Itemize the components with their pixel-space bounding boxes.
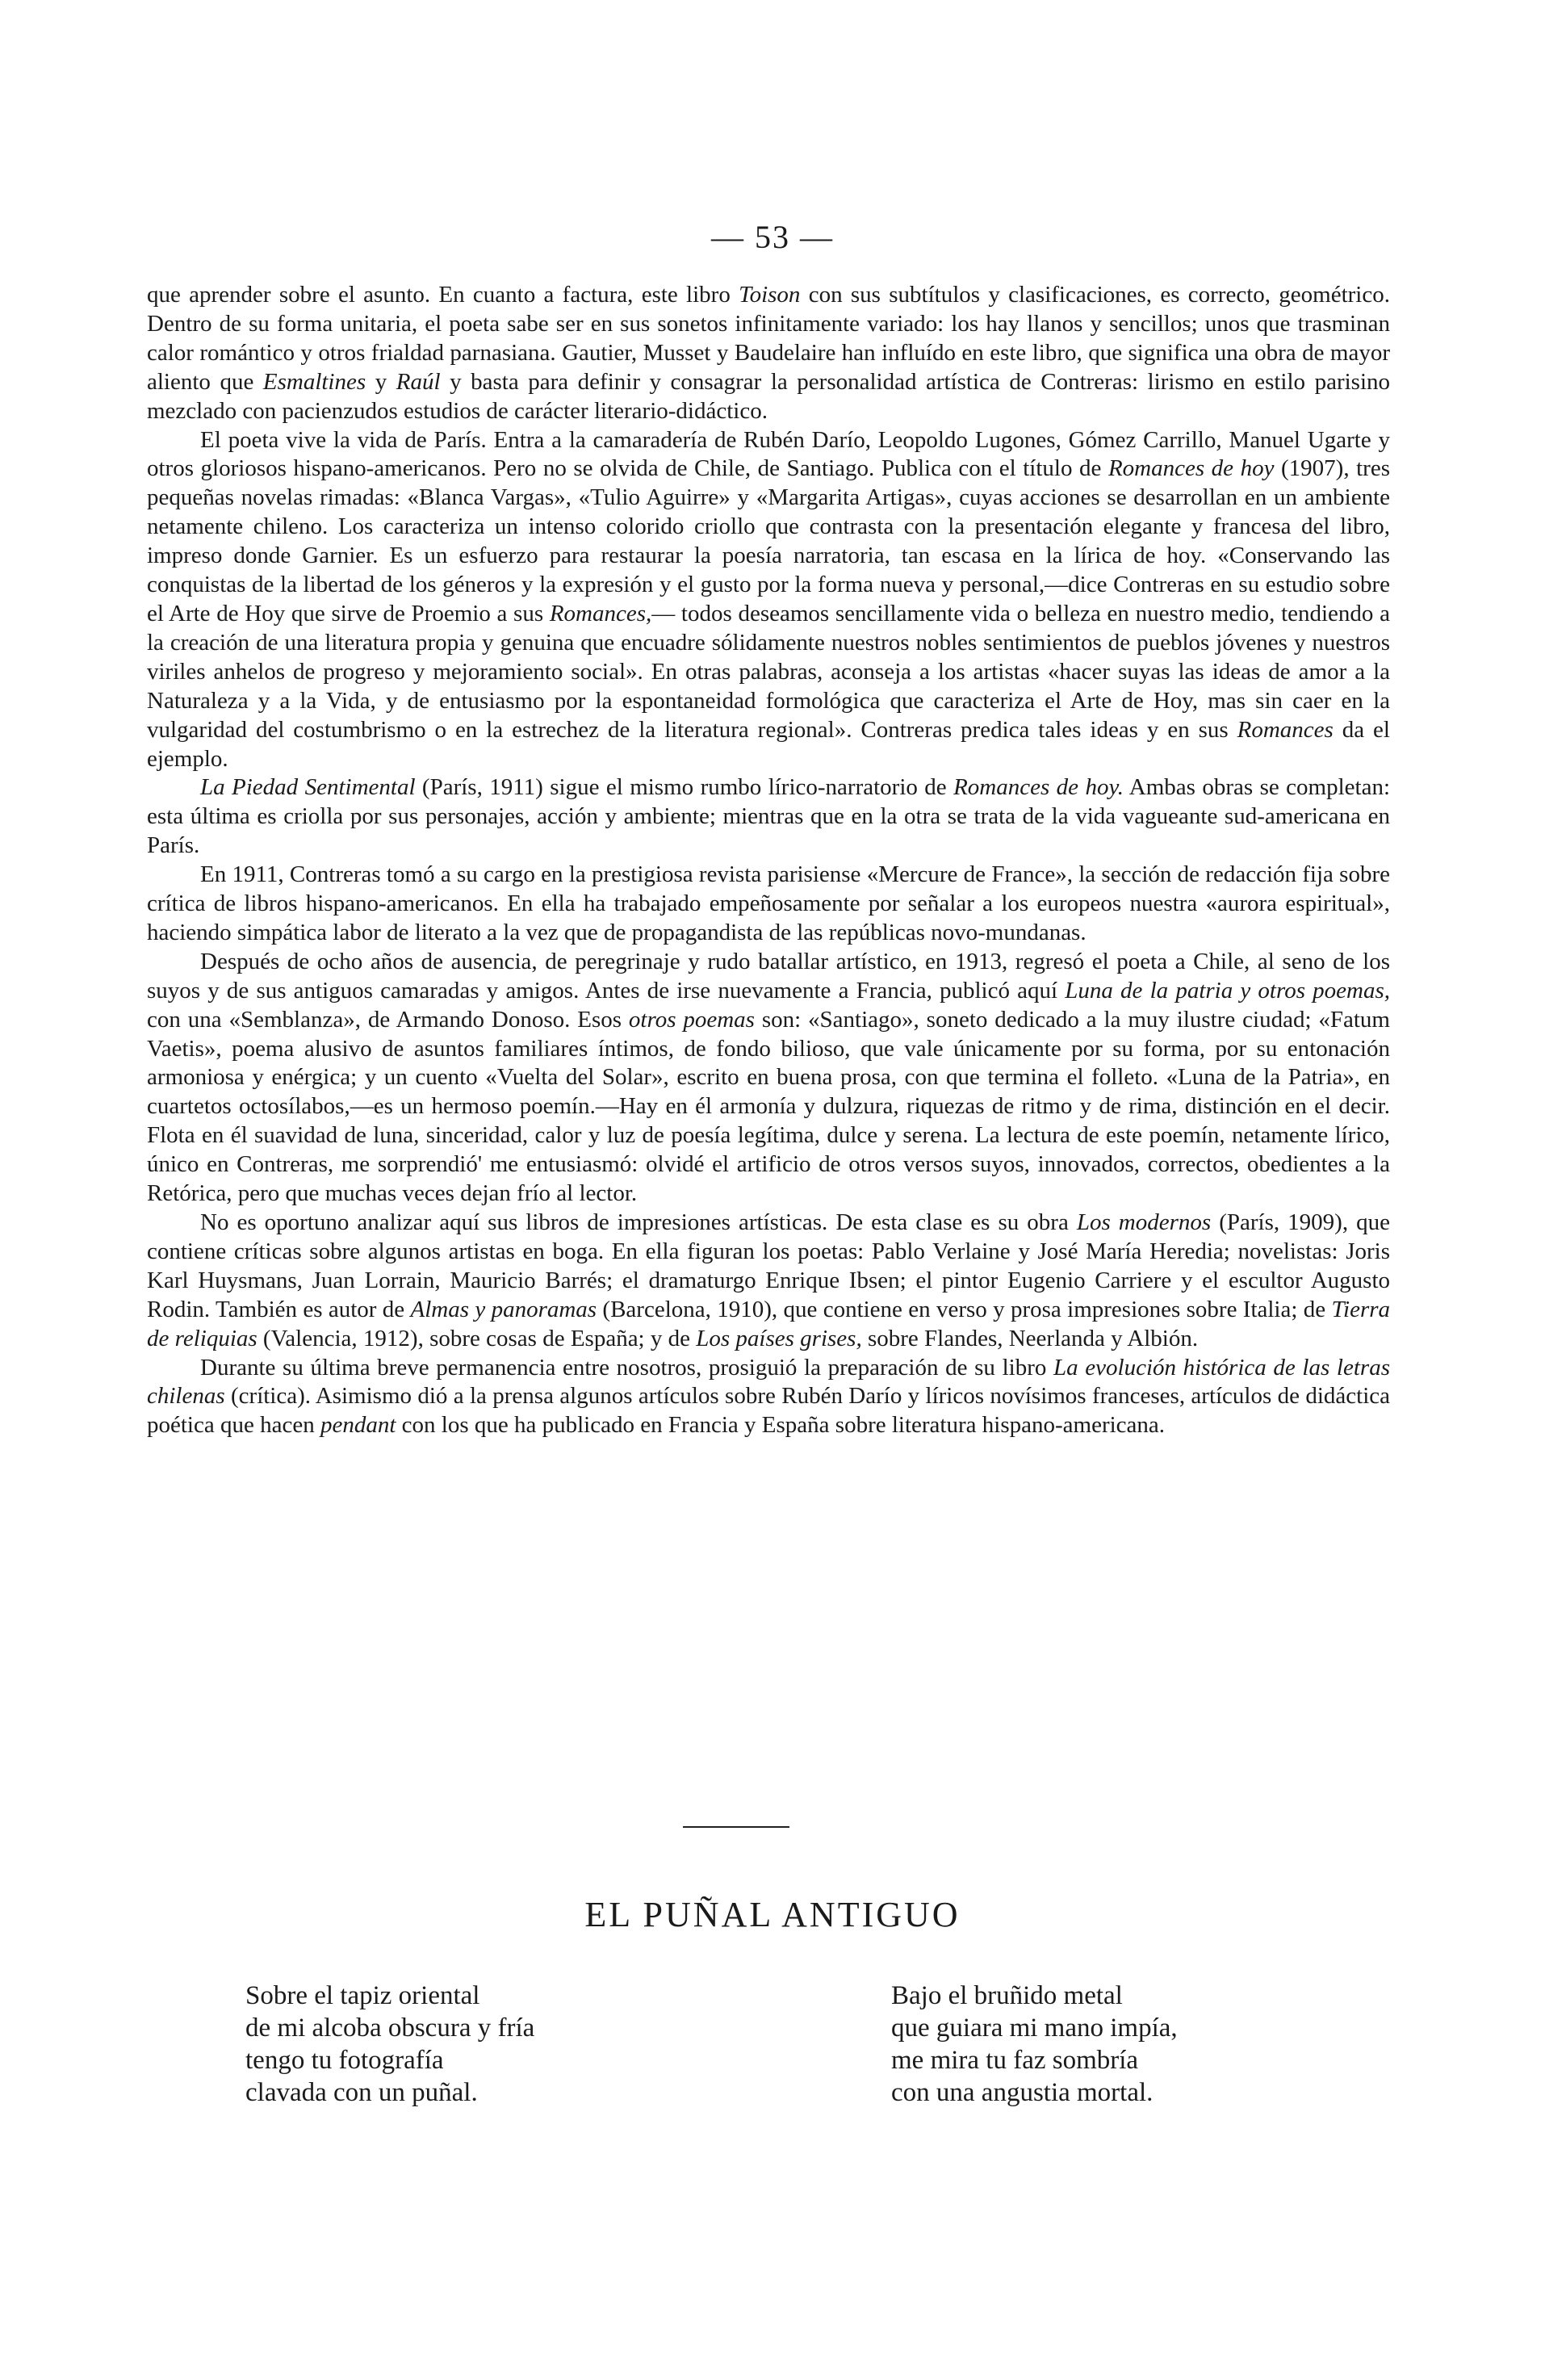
italic-run: pendant: [320, 1412, 396, 1439]
italic-run: Romances,: [549, 600, 652, 626]
paragraph: [147, 1209, 1390, 1354]
text-run: — todos deseamos sencillamente vida o belleza en nuestro medio, tendiendo a la creación de una literatura propia y genuina que encuadre sólidamente nuestros nobles sentimientos de pueblos jóvenes y nuestros viriles anhelos de progreso y mejoramiento social». En otras palabras, aconseja a los artistas «hacer suyas las ideas de amor a la Naturaleza y a la Vida, y de entusiasmo por la espontaneidad formológica que caracteriza el Arte de Hoy, mas sin caer en la vulgaridad del costumbrismo o en la estrechez de la literatura regional». Contreras predica tales ideas y en sus: [147, 600, 1390, 743]
italic-run: Romances de hoy.: [953, 774, 1124, 801]
text-run: Después de ocho años de ausencia, de peregrinaje y rudo batallar artístico, en 1913, regresó el poeta a Chile, al seno de los suyos y de sus antiguos camaradas y amigos. Antes de irse nuevamente a Francia, publicó aquí: [147, 948, 1390, 1004]
poem-stanza-left: [245, 1980, 534, 2109]
poem-title: EL PUÑAL ANTIGUO: [584, 1895, 961, 1934]
page-number: — 53 —: [711, 219, 834, 255]
text-run: que aprender sobre el asunto. En cuanto a factura, este libro: [147, 282, 739, 308]
poem-verse: me mira tu faz sombría: [891, 2046, 1139, 2075]
text-run: (Valencia, 1912), sobre cosas de España; y de: [257, 1325, 697, 1351]
paragraph: [147, 773, 1390, 861]
italic-run: Toison: [739, 282, 801, 308]
poem-verse: que guiara mi mano impía,: [891, 2013, 1178, 2043]
text-run: con sus subtítulos y clasificaciones, es correcto, geométrico. Dentro de su forma unitaria, el poeta sabe ser en sus sonetos infinitamente variado: los hay llanos y sencillos; unos que trasminan calor romántico y otros frialdad parnasiana. Gautier, Musset y Baudelaire han influído en este libro, que significa una obra de mayor aliento que: [147, 282, 1390, 395]
italic-run: Raúl: [396, 368, 441, 395]
text-run: (crítica). Asimismo dió a la prensa algunos artículos sobre Rubén Darío y líricos novísimos franceses, artículos de didáctica poética que hacen: [147, 1383, 1390, 1439]
text-run: son: «Santiago», soneto dedicado a la muy ilustre ciudad; «Fatum Vaetis», poema alusivo de asuntos familiares íntimos, de fondo bilioso, que vale únicamente por su forma, por su entonación armoniosa y enérgica; y un cuento «Vuelta del Solar», escrito en buena prosa, con que termina el folleto. «Luna de la Patria», en cuartetos octosílabos,—es un hermoso poemín.—Hay en él armonía y dulzura, riquezas de ritmo y de rima, distinción en el decir. Flota en él suavidad de luna, sinceridad, calor y luz de poesía legítima, dulce y serena. La lectura de este poemín, netamente lírico, único en Contreras, me sorprendió' me entusiasmó: olvidé el artificio de otros versos suyos, innovados, correctos, obedientes a la Retórica, pero que muchas veces dejan frío al lector.: [147, 1006, 1390, 1207]
text-run: Ambas obras se completan: esta última es criolla por sus personajes, acción y ambiente; mientras que en la otra se trata de la vida vagueante sud-americana en París.: [147, 774, 1390, 859]
text-run: No es oportuno analizar aquí sus libros de impresiones artísticas. De esta clase es su obra: [200, 1209, 1077, 1235]
text-run: da el ejemplo.: [147, 716, 1390, 772]
text-run: (1907), tres pequeñas novelas rimadas: «Blanca Vargas», «Tulio Aguirre» y «Margarita Artigas», cuyas acciones se desarrollan en un ambiente netamente chileno. Los caracteriza un intenso colorido criollo que contrasta con la presentación elegante y francesa del libro, impreso donde Garnier. Es un esfuerzo para restaurar la poesía narratoria, tan escasa en la lírica de hoy. «Conservando las conquistas de la libertad de los géneros y la expresión y el gusto por la forma nueva y personal,—dice Contreras en su estudio sobre el Arte de Hoy que sirve de Proemio a sus: [147, 455, 1390, 626]
text-run: En 1911, Contreras tomó a su cargo en la prestigiosa revista parisiense «Mercure de France», la sección de redacción fija sobre crítica de libros hispano-americanos. En ella ha trabajado empeñosamente por señalar a los europeos nuestra «aurora espiritual», haciendo simpática labor de literato a la vez que de propagandista de las repúblicas novo-mundanas.: [147, 861, 1390, 945]
body-text: [147, 281, 1390, 1440]
text-run: Durante su última breve permanencia entre nosotros, prosiguió la preparación de su libro: [200, 1354, 1053, 1381]
text-run: sobre Flandes, Neerlanda y Albión.: [861, 1325, 1199, 1351]
italic-run: Almas y panoramas: [410, 1296, 597, 1322]
poem-verse: Bajo el bruñido metal: [891, 1981, 1123, 2010]
text-run: (París, 1911) sigue el mismo rumbo lírico-narratorio de: [415, 774, 954, 801]
paragraph: [147, 861, 1390, 948]
paragraph: [147, 281, 1390, 426]
italic-run: otros poemas: [628, 1006, 755, 1033]
text-run: con los que ha publicado en Francia y España sobre literatura hispano-americana.: [396, 1412, 1166, 1439]
text-run: (Barcelona, 1910), que contiene en verso y prosa impresiones sobre Italia; de: [597, 1296, 1332, 1322]
section-divider: [683, 1826, 789, 1828]
paragraph: [147, 948, 1390, 1209]
italic-run: Luna de la patria y otros poemas,: [1065, 977, 1391, 1004]
poem-verse: Sobre el tapiz oriental: [245, 1981, 480, 2010]
poem-verse: con una angustia mortal.: [891, 2078, 1154, 2107]
italic-run: Romances de hoy: [1107, 455, 1275, 482]
italic-run: Los modernos: [1076, 1209, 1212, 1235]
poem-stanza-right: [891, 1980, 1178, 2109]
italic-run: La Piedad Sentimental: [200, 774, 416, 801]
text-run: El poeta vive la vida de París. Entra a la camaradería de Rubén Darío, Leopoldo Lugones, Gómez Carrillo, Manuel Ugarte y otros gloriosos hispano-americanos. Pero no se olvida de Chile, de Santiago. Publica con el título de: [147, 426, 1390, 482]
italic-run: Tierra de reliquias: [147, 1296, 1391, 1351]
poem-verse: clavada con un puñal.: [245, 2078, 478, 2107]
italic-run: La evolución histórica de las letras chilenas: [147, 1354, 1390, 1410]
text-run: con una «Semblanza», de Armando Donoso. Esos: [147, 1006, 629, 1033]
paragraph: [147, 426, 1390, 774]
italic-run: Los países grises,: [696, 1325, 862, 1351]
italic-run: Romances: [1237, 716, 1334, 743]
italic-run: Esmaltines: [262, 368, 366, 395]
poem-verse: de mi alcoba obscura y fría: [245, 2013, 535, 2043]
paragraph: [147, 1354, 1390, 1441]
poem-verse: tengo tu fotografía: [245, 2046, 444, 2075]
text-run: y: [366, 368, 396, 395]
text-run: (París, 1909), que contiene críticas sobre algunos artistas en boga. En ella figuran los poetas: Pablo Verlaine y José María Heredia; novelistas: Joris Karl Huysmans, Juan Lorrain, Mauricio Barrés; el dramaturgo Enrique Ibsen; el pintor Eugenio Carriere y el escultor Augusto Rodin. También es autor de: [147, 1209, 1390, 1322]
text-run: y basta para definir y consagrar la personalidad artística de Contreras: lirismo en estilo parisino mezclado con pacienzudos estudios de carácter literario-didáctico.: [147, 368, 1390, 424]
